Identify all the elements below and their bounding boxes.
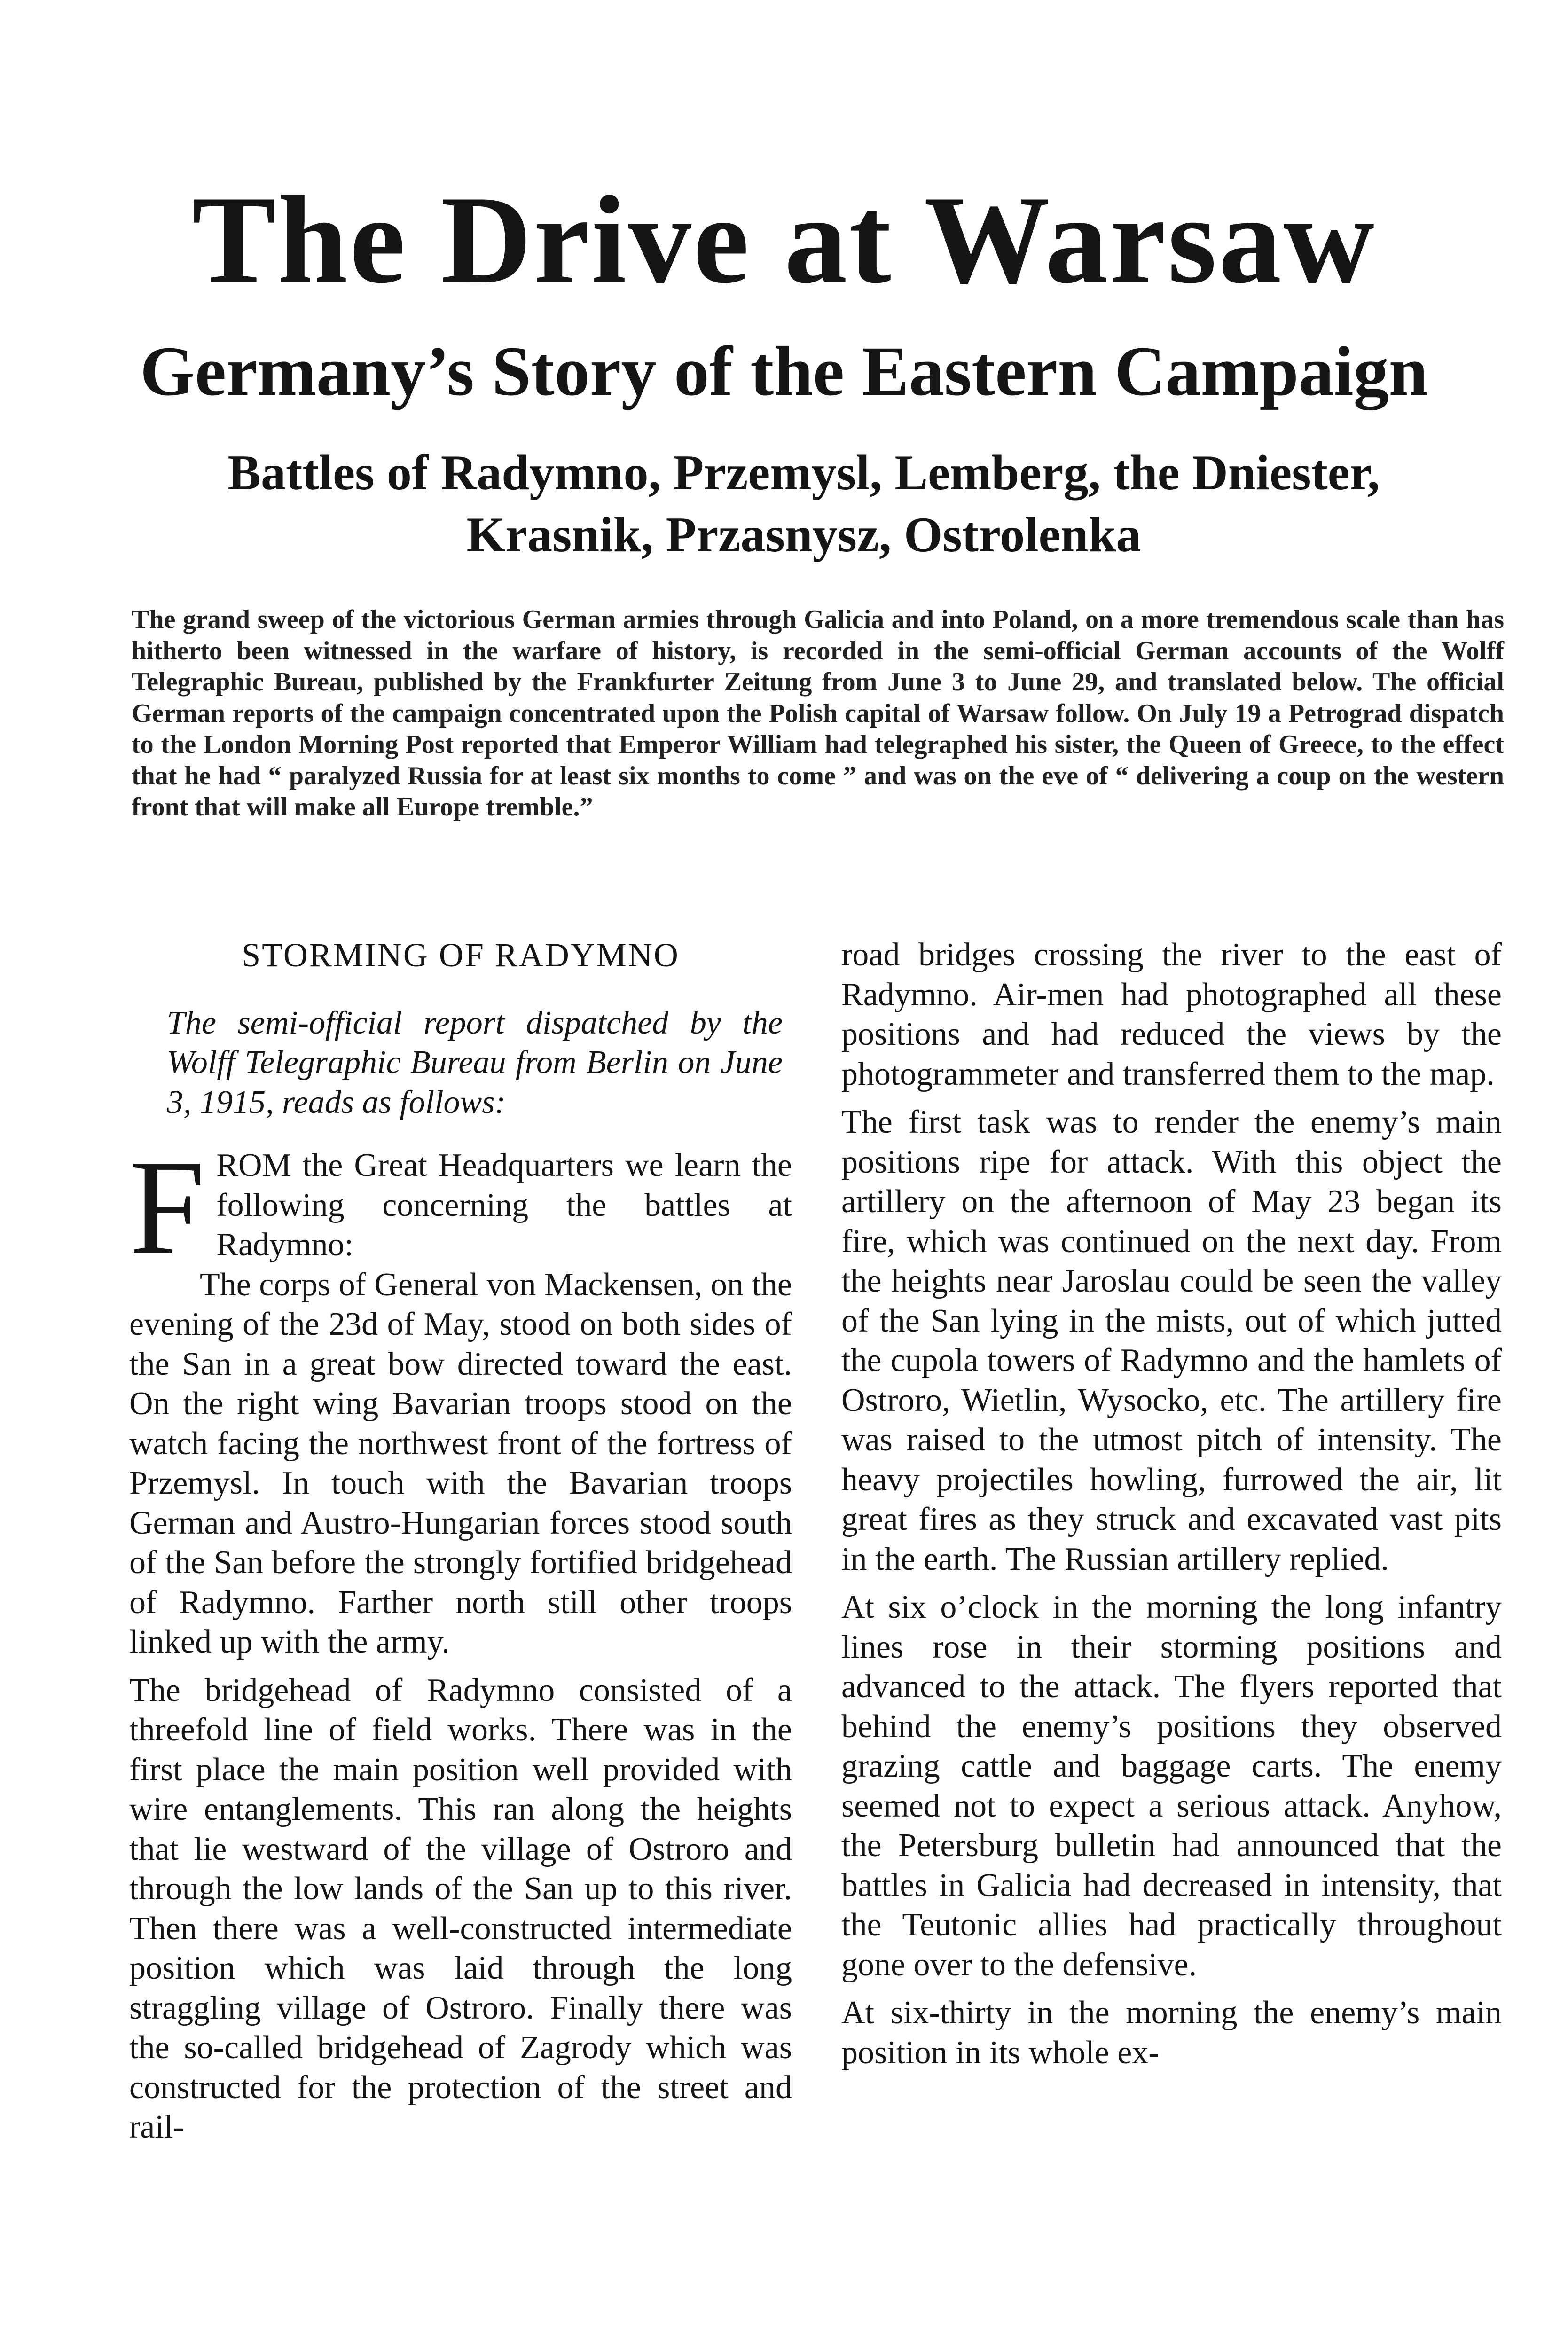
body-paragraph: The bridgehead of Radymno consisted of a threefold line of field works. There was in the first place the main position well provided with wire entanglements. This ran along the heights that lie westward of the village of Ostroro and through the low lands of the San up to this river. Then there was a well-constructed intermediate position which was laid through the long straggling village of Ostroro. Finally there was the so-called bridgehead of Zagrody which was constructed for the protection of the street and rail- [129, 1672, 792, 2145]
section-heading: STORMING OF RADYMNO [242, 936, 680, 974]
body-paragraph-dropcap: FROM the Great Headquarters we learn the following concerning the battles at Radymno: [129, 1132, 792, 1283]
right-column [841, 935, 1502, 2073]
left-column [129, 935, 792, 2147]
intro-paragraph: The grand sweep of the victorious German armies through Galicia and into Poland, on a more tremendous scale than has hitherto been witnessed in the warfare of history, is recorded in the semi-official German accounts of the Wolff Telegraphic Bureau, published by the Frankfurter Zeitung from June 3 to June 29, and translated below. The official German reports of the campaign concentrated upon the Polish capital of Warsaw follow. On July 19 a Petrograd dispatch to the London Morning Post reported that Emperor William had telegraphed his sister, the Queen of Greece, to the effect that he had “ paralyzed Russia for at least six months to come ” and was on the eve of “ delivering a coup on the western front that will make all Europe tremble.” [132, 605, 1504, 822]
body-paragraph: The corps of General von Mackensen, on the evening of the 23d of May, stood on both sides of the San in a great bow directed toward the east. On the right wing Bavarian troops stood on the watch facing the northwest front of the fortress of Przemysl. In touch with the Bavarian troops German and Austro-Hungarian forces stood south of the San before the strongly fortified bridgehead of Radymno. Farther north still other troops linked up with the army. [129, 1266, 792, 1660]
battles-list: Battles of Radymno, Przemysl, Lemberg, the Dniester, Krasnik, Przasnysz, Ostrolenka [227, 445, 1380, 562]
body-paragraph: At six o’clock in the morning the long infantry lines rose in their storming positions and advanced to the attack. The flyers reported that behind the enemy’s positions they observed grazing cattle and baggage carts. The enemy seemed not to expect a serious attack. Anyhow, the Petersburg bulletin had announced that the battles in Galicia had decreased in intensity, that the Teutonic allies had practically throughout gone over to the defensive. [841, 1589, 1502, 1983]
dispatch-note: The semi-official report dispatched by the Wolff Telegraphic Bureau from Berlin on June 3, 1915, reads as follows: [167, 1004, 783, 1120]
body-paragraph: At six-thirty in the morning the enemy’s main position in its whole ex- [841, 1995, 1502, 2071]
article-subtitle: Germany’s Story of the Eastern Campaign [140, 332, 1428, 410]
body-paragraph: road bridges crossing the river to the east of Radymno. Air-men had photographed all these positions and had reduced the views by the photogrammeter and transferred them to the map. [841, 937, 1502, 1092]
article-title: The Drive at Warsaw [191, 170, 1377, 309]
body-paragraph: The first task was to render the enemy’s main positions ripe for attack. With this object the artillery on the afternoon of May 23 began its fire, which was continued on the next day. From the heights near Jaroslau could be seen the valley of the San lying in the mists, out of which jutted the cupola towers of Radymno and the hamlets of Ostroro, Wietlin, Wysocko, etc. The artillery fire was raised to the utmost pitch of intensity. The heavy projectiles howling, furrowed the air, lit great fires as they struck and excavated vast pits in the earth. The Russian artillery replied. [841, 1104, 1502, 1577]
